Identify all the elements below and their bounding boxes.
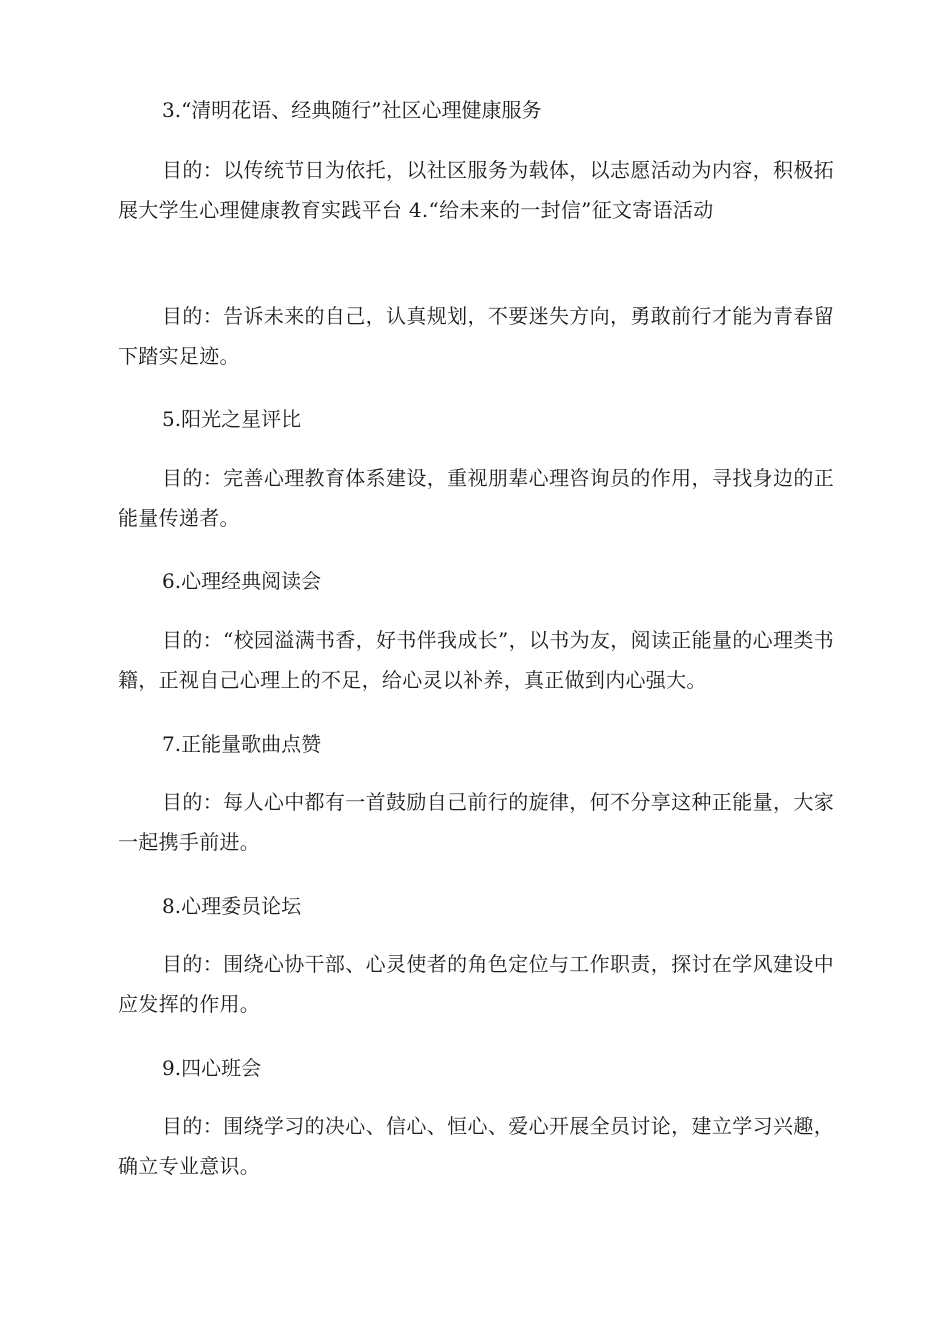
item-heading-3: 3.“清明花语、经典随行”社区心理健康服务 bbox=[162, 98, 542, 122]
item-heading-6: 6.心理经典阅读会 bbox=[162, 569, 322, 593]
item-purpose-7: 目的：每人心中都有一首鼓励自己前行的旋律，何不分享这种正能量，大家一起携手前进。 bbox=[118, 790, 834, 854]
item-heading-8: 8.心理委员论坛 bbox=[162, 894, 302, 918]
item-heading-5: 5.阳光之星评比 bbox=[162, 407, 302, 431]
item-purpose-4: 目的：告诉未来的自己，认真规划，不要迷失方向，勇敢前行才能为青春留下踏实足迹。 bbox=[118, 304, 834, 368]
item-purpose-8: 目的：围绕心协干部、心灵使者的角色定位与工作职责，探讨在学风建设中应发挥的作用。 bbox=[118, 952, 834, 1016]
item-purpose-5: 目的：完善心理教育体系建设，重视朋辈心理咨询员的作用，寻找身边的正能量传递者。 bbox=[118, 466, 834, 530]
item-heading-7: 7.正能量歌曲点赞 bbox=[162, 732, 322, 756]
item-purpose-9: 目的：围绕学习的决心、信心、恒心、爱心开展全员讨论，建立学习兴趣，确立专业意识。 bbox=[118, 1114, 834, 1178]
item-purpose-3: 目的：以传统节日为依托，以社区服务为载体，以志愿活动为内容，积极拓展大学生心理健康教育实践平台 4.“给未来的一封信”征文寄语活动 bbox=[118, 158, 834, 222]
item-purpose-6: 目的：“校园溢满书香，好书伴我成长”，以书为友，阅读正能量的心理类书籍，正视自己心理上的不足，给心灵以补养，真正做到内心强大。 bbox=[118, 628, 834, 692]
item-heading-9: 9.四心班会 bbox=[162, 1056, 262, 1080]
